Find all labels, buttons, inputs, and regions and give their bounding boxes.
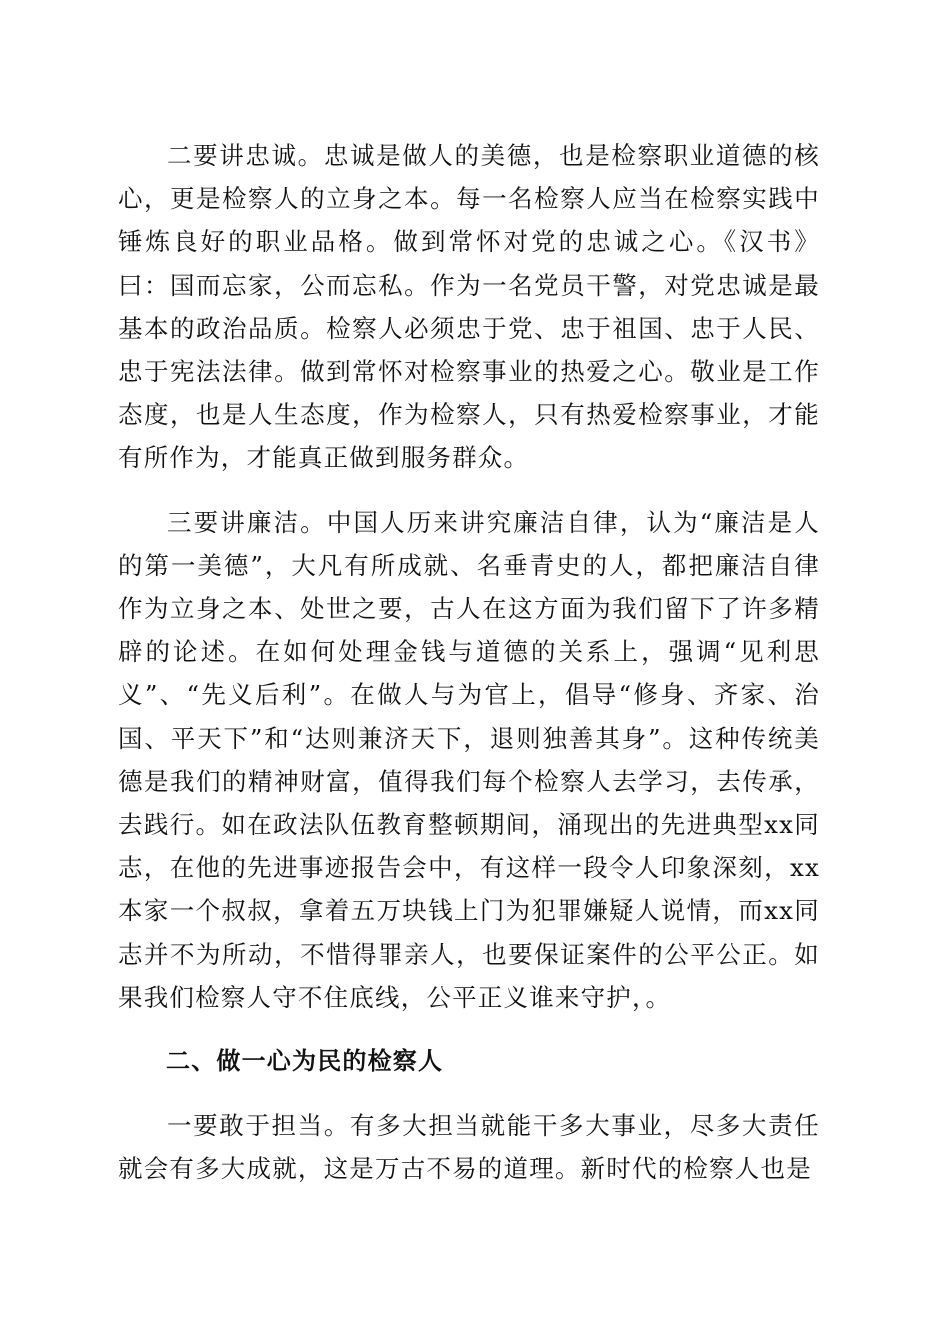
paragraph-integrity: 三要讲廉洁。中国人历来讲究廉洁自律，认为“廉洁是人的第一美德”，大凡有所成就、名垂青史的人，都把廉洁自律作为立身之本、处世之要，古人在这方面为我们留下了许多精辟的论述。在如何处理金钱与道德的关系上，强调“见利思义”、“先义后利”。在做人与为官上，倡导“修身、齐家、治国、平天下”和“达则兼济天下，退则独善其身”。这种传统美德是我们的精神财富，值得我们每个检察人去学习，去传承，去践行。如在政法队伍教育整顿期间，涌现出的先进典型xx同志，在他的先进事迹报告会中，有这样一段令人印象深刻，xx本家一个叔叔，拿着五万块钱上门为犯罪嫌疑人说情，而xx同志并不为所动，不惜得罪亲人，也要保证案件的公平公正。如果我们检察人守不住底线，公平正义谁来守护，。 bbox=[118, 507, 820, 1012]
section-heading: 二、做一心为民的检察人 bbox=[166, 1047, 444, 1076]
paragraph-loyalty: 二要讲忠诚。忠诚是做人的美德，也是检察职业道德的核心，更是检察人的立身之本。每一名检察人应当在检察实践中锤炼良好的职业品格。做到常怀对党的忠诚之心。《汉书》曰：国而忘家，公而忘私。作为一名党员干警，对党忠诚是最基本的政治品质。检察人必须忠于党、忠于祖国、忠于人民、忠于宪法法律。做到常怀对检察事业的热爱之心。敬业是工作态度，也是人生态度，作为检察人，只有热爱检察事业，才能有所作为，才能真正做到服务群众。 bbox=[118, 141, 820, 473]
paragraph-responsibility: 一要敢于担当。有多大担当就能干多大事业，尽多大责任就会有多大成就，这是万古不易的道理。新时代的检察人也是 bbox=[118, 1111, 820, 1184]
document-body bbox=[118, 134, 820, 1212]
